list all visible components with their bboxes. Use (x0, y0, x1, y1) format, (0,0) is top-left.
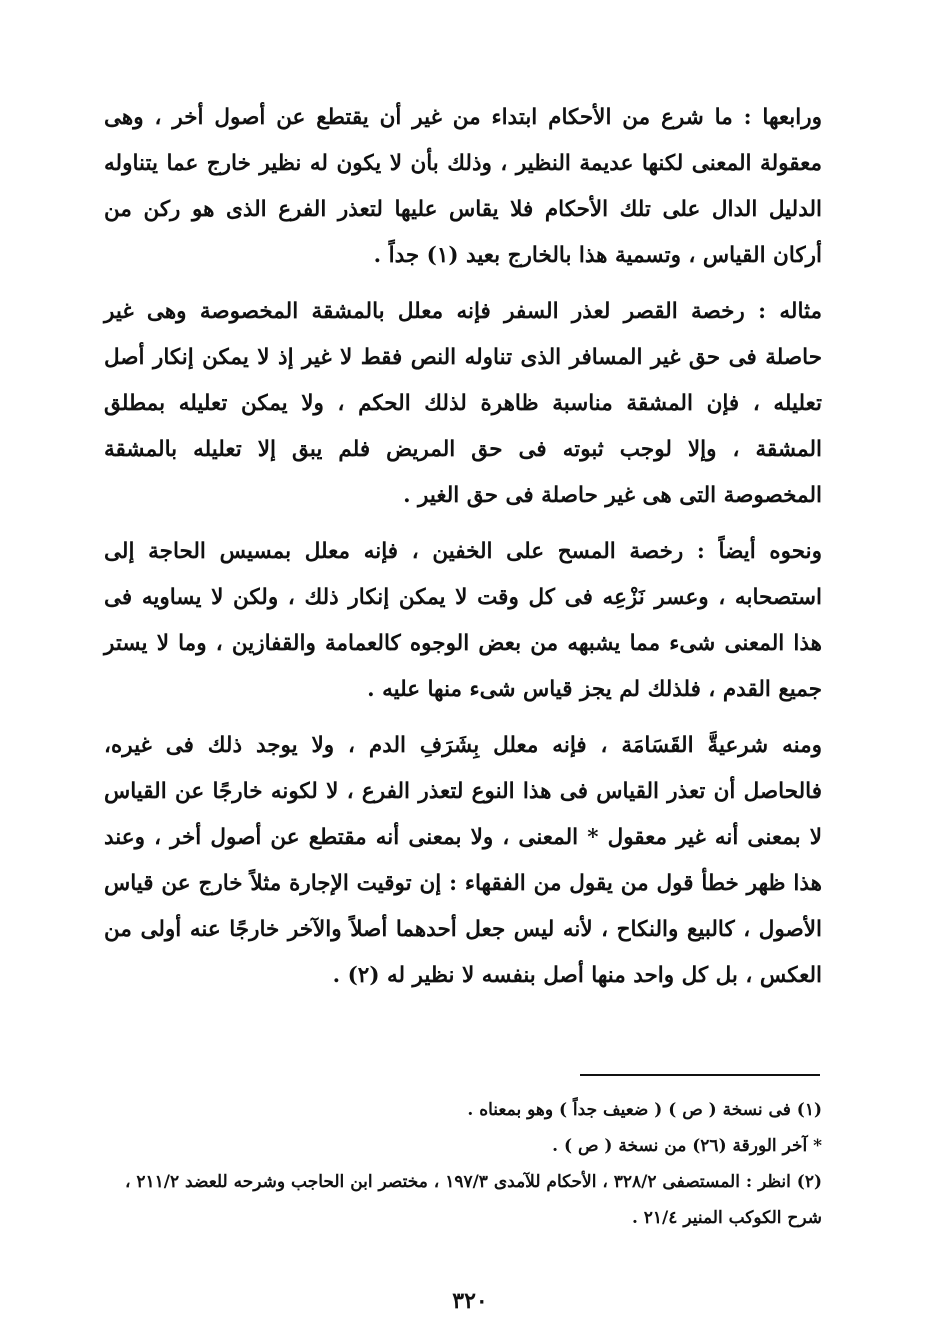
paragraph-lead: ورابعها : (743, 105, 822, 130)
main-text (104, 95, 822, 1009)
page-number: ٣٢٠ (452, 1288, 488, 1314)
footnotes (104, 1092, 822, 1236)
paragraph-4 (104, 723, 822, 999)
footnote-2: (٢) انظر : المستصفى ٣٢٨/٢ ، الأحكام للآمدى ١٩٧/٣ ، مختصر ابن الحاجب وشرحه للعضد ٢١١/٢ ، شرح الكوكب المنير ٢١/٤ . (125, 1172, 822, 1228)
paragraph-lead: مثاله : (758, 299, 822, 324)
paragraph-1 (104, 95, 822, 279)
paragraph-2 (104, 289, 822, 519)
footnote-separator (580, 1074, 820, 1076)
paragraph-body: ما شرع من الأحكام ابتداء من غير أن يقتطع عن أصول أخر ، وهى معقولة المعنى لكنها عديمة النظير ، وذلك بأن لا يكون له نظير خارج عما يتناوله الدليل الدال على تلك الأحكام فلا يقاس عليها لتعذر الفرع الذى هو ركن من أركان القياس ، وتسمية هذا بالخارج بعيد (١) جداً . (104, 105, 822, 268)
paragraph-body: رخصة المسح على الخفين ، فإنه معلل بمسيس الحاجة إلى استصحابه ، وعسر نَزْعِه فى كل وقت لا يمكن إنكار ذلك ، ولكن لا يساويه فى هذا المعنى شىء مما يشبهه من بعض الوجوه كالعمامة والقفازين ، وما لا يستر جميع القدم ، فلذلك لم يجز قياس شىء منها عليه . (104, 539, 822, 702)
footnote-marker-note: * آخر الورقة (٢٦) من نسخة ( ص ) . (552, 1136, 822, 1156)
paragraph-body: ومنه شرعيةَّ القَسَامَة ، فإنه معلل بِشَرَفِ الدم ، ولا يوجد ذلك فى غيره، فالحاصل أن تعذر القياس فى هذا النوع لتعذر الفرع ، لا لكونه خارجًا عن القياس لا بمعنى أنه غير معقول * المعنى ، ولا بمعنى أنه مقتطع عن أصول أخر ، وعند هذا ظهر خطأ قول من يقول من الفقهاء : إن توقيت الإجارة مثلاً خارج عن قياس الأصول ، كالبيع والنكاح ، لأنه ليس جعل أحدهما أصلاً والآخر خارجًا عنه أولى من العكس ، بل كل واحد منها أصل بنفسه لا نظير له (٢) . (104, 733, 822, 988)
paragraph-body: رخصة القصر لعذر السفر فإنه معلل بالمشقة المخصوصة وهى غير حاصلة فى حق غير المسافر الذى تناوله النص فقط لا غير إذ لا يمكن إنكار أصل تعليله ، فإن المشقة مناسبة ظاهرة لذلك الحكم ، ولا يمكن تعليله بمطلق المشقة ، وإلا لوجب ثبوته فى حق المريض فلم يبق إلا تعليله بالمشقة المخصوصة التى هى غير حاصلة فى حق الغير . (104, 299, 822, 508)
paragraph-lead: ونحوه أيضاً : (696, 539, 822, 564)
paragraph-3 (104, 529, 822, 713)
footnote-1: (١) فى نسخة ( ص ) ( ضعيف جداً ) وهو بمعناه . (467, 1100, 822, 1120)
